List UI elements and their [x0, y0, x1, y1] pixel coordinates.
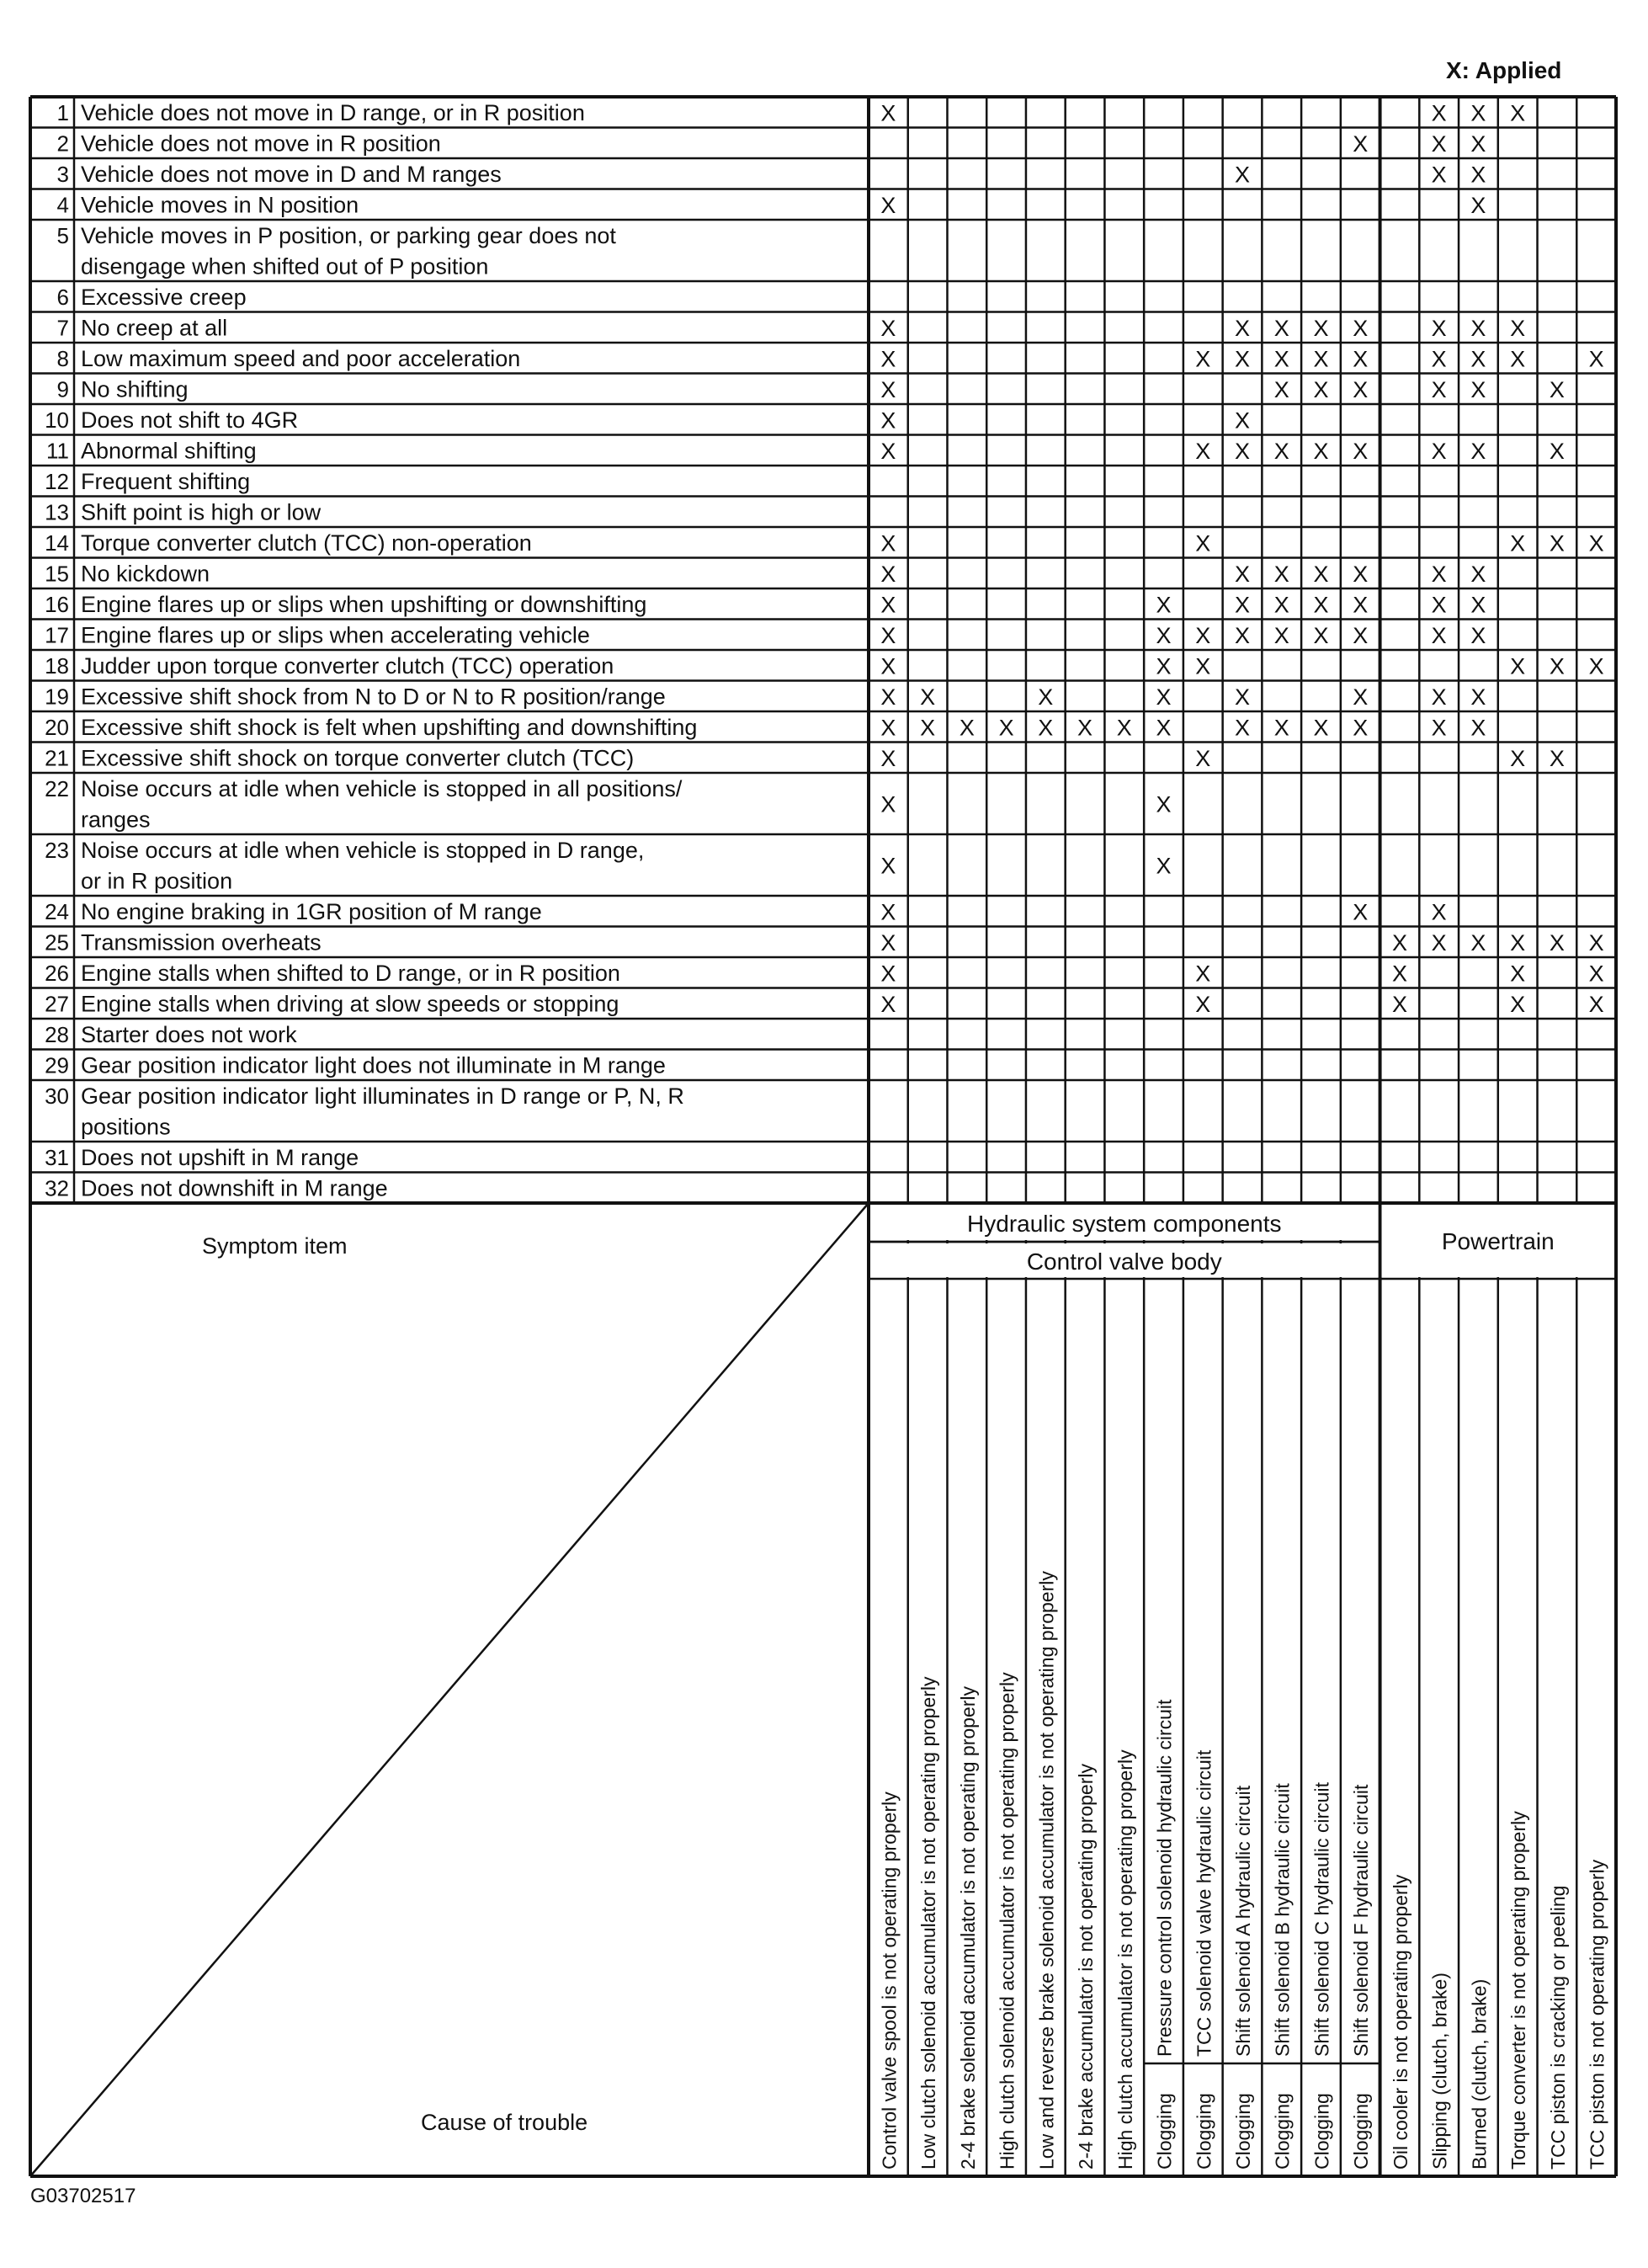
- figure-id: G03702517: [30, 2185, 136, 2207]
- applied-mark: X: [1549, 929, 1565, 956]
- applied-mark: X: [1273, 622, 1289, 648]
- symptom-text: Vehicle does not move in D range, or in R position: [81, 100, 585, 125]
- symptom-text: Excessive shift shock on torque converter clutch (TCC): [81, 745, 635, 771]
- applied-mark: X: [1431, 376, 1447, 402]
- applied-mark: X: [880, 315, 896, 341]
- row-number: 4: [56, 192, 69, 218]
- row-number: 2: [56, 130, 69, 157]
- applied-mark: X: [1549, 530, 1565, 556]
- applied-mark: X: [880, 592, 896, 618]
- applied-mark: X: [1470, 192, 1486, 218]
- cause-label: Shift solenoid F hydraulic circuit: [1350, 1784, 1373, 2057]
- applied-mark: X: [1156, 653, 1172, 679]
- applied-mark: X: [1195, 438, 1211, 464]
- symptom-text: Vehicle moves in P position, or parking gear does not: [81, 223, 616, 248]
- row-number: 29: [45, 1052, 69, 1078]
- applied-mark: X: [1391, 929, 1407, 956]
- row-number: 28: [45, 1022, 69, 1047]
- applied-mark: X: [1549, 745, 1565, 771]
- cause-label: Control valve spool is not operating properly: [878, 1792, 901, 2170]
- symptom-text: Low maximum speed and poor acceleration: [81, 346, 521, 371]
- applied-mark: X: [1353, 684, 1369, 710]
- applied-mark: X: [959, 715, 975, 741]
- row-number: 14: [45, 530, 69, 556]
- row-number: 30: [45, 1083, 69, 1109]
- cause-label: TCC piston is not operating properly: [1586, 1859, 1608, 2170]
- applied-mark: X: [1195, 653, 1211, 679]
- cause-label: Shift solenoid B hydraulic circuit: [1271, 1783, 1294, 2057]
- applied-mark: X: [1313, 315, 1329, 341]
- row-number: 8: [56, 346, 69, 371]
- applied-mark: X: [1431, 315, 1447, 341]
- cause-label: Slipping (clutch, brake): [1428, 1973, 1451, 2170]
- applied-mark: X: [1353, 346, 1369, 372]
- applied-mark: X: [1431, 929, 1447, 956]
- row-number: 12: [45, 469, 69, 494]
- applied-mark: X: [1549, 376, 1565, 402]
- applied-mark: X: [1273, 592, 1289, 618]
- symptom-text: No kickdown: [81, 561, 210, 587]
- symptom-text: Engine flares up or slips when accelerating vehicle: [81, 622, 590, 648]
- applied-mark: X: [1234, 346, 1251, 372]
- row-number: 23: [45, 838, 69, 863]
- applied-mark: X: [1077, 715, 1093, 741]
- symptom-text: No creep at all: [81, 315, 228, 341]
- applied-mark: X: [880, 715, 896, 741]
- applied-mark: X: [1195, 991, 1211, 1017]
- symptom-text: Vehicle moves in N position: [81, 192, 359, 218]
- row-number: 18: [45, 653, 69, 679]
- applied-mark: X: [1470, 130, 1486, 157]
- cause-label: Low clutch solenoid accumulator is not operating properly: [917, 1676, 940, 2170]
- applied-mark: X: [1588, 530, 1604, 556]
- applied-mark: X: [1510, 961, 1526, 987]
- applied-mark: X: [880, 100, 896, 126]
- group-control-valve: Control valve body: [1026, 1248, 1222, 1275]
- cause-label: High clutch accumulator is not operating properly: [1114, 1749, 1136, 2170]
- applied-mark: X: [1470, 438, 1486, 464]
- applied-mark: X: [1431, 162, 1447, 188]
- header-diagonal: [30, 1203, 869, 2176]
- applied-mark: X: [1470, 929, 1486, 956]
- row-number: 31: [45, 1145, 69, 1170]
- cause-label: Burned (clutch, brake): [1468, 1978, 1491, 2170]
- applied-mark: X: [1431, 438, 1447, 464]
- symptom-text: Excessive shift shock is felt when upshifting and downshifting: [81, 715, 698, 740]
- applied-mark: X: [998, 715, 1014, 741]
- cause-label: Pressure control solenoid hydraulic circuit: [1153, 1699, 1176, 2057]
- symptom-header: Symptom item: [202, 1233, 348, 1259]
- applied-mark: X: [1470, 162, 1486, 188]
- applied-mark: X: [1431, 100, 1447, 126]
- applied-mark: X: [1353, 376, 1369, 402]
- applied-mark: X: [1313, 715, 1329, 741]
- row-number: 27: [45, 991, 69, 1017]
- applied-mark: X: [1195, 530, 1211, 556]
- cause-label: High clutch solenoid accumulator is not operating properly: [996, 1672, 1018, 2170]
- symptom-text: Torque converter clutch (TCC) non-operation: [81, 530, 532, 556]
- applied-mark: X: [880, 853, 896, 879]
- applied-mark: X: [1431, 622, 1447, 648]
- applied-mark: X: [1273, 438, 1289, 464]
- applied-mark: X: [1431, 130, 1447, 157]
- applied-mark: X: [1470, 376, 1486, 402]
- symptom-text: Noise occurs at idle when vehicle is stopped in all positions/: [81, 776, 683, 801]
- symptom-text: Transmission overheats: [81, 929, 322, 956]
- applied-mark: X: [1234, 715, 1251, 741]
- applied-mark: X: [880, 653, 896, 679]
- applied-mark: X: [1234, 561, 1251, 587]
- symptom-text: Engine stalls when driving at slow speeds or stopping: [81, 991, 619, 1017]
- applied-mark: X: [1549, 653, 1565, 679]
- applied-mark: X: [1510, 653, 1526, 679]
- applied-mark: X: [1470, 315, 1486, 341]
- applied-mark: X: [1038, 715, 1054, 741]
- applied-legend: X: Applied: [1446, 57, 1562, 83]
- applied-mark: X: [880, 407, 896, 434]
- applied-mark: X: [1273, 346, 1289, 372]
- row-number: 32: [45, 1175, 69, 1201]
- applied-mark: X: [1116, 715, 1132, 741]
- applied-mark: X: [1313, 622, 1329, 648]
- row-number: 24: [45, 899, 69, 924]
- applied-mark: X: [1313, 438, 1329, 464]
- symptom-text: Shift point is high or low: [81, 499, 322, 525]
- applied-mark: X: [1588, 991, 1604, 1017]
- symptom-text: Starter does not work: [81, 1022, 297, 1047]
- applied-mark: X: [1510, 346, 1526, 372]
- applied-mark: X: [1510, 530, 1526, 556]
- applied-mark: X: [880, 622, 896, 648]
- row-number: 22: [45, 776, 69, 801]
- symptom-text: Engine stalls when shifted to D range, or in R position: [81, 961, 620, 986]
- applied-mark: X: [880, 684, 896, 710]
- symptom-text: Noise occurs at idle when vehicle is stopped in D range,: [81, 838, 645, 863]
- cause-label: Shift solenoid A hydraulic circuit: [1232, 1785, 1254, 2057]
- cause-label: Oil cooler is not operating properly: [1389, 1874, 1411, 2170]
- row-number: 3: [56, 162, 69, 187]
- applied-mark: X: [1549, 438, 1565, 464]
- applied-mark: X: [1353, 899, 1369, 925]
- applied-mark: X: [1234, 684, 1251, 710]
- symptom-text: Engine flares up or slips when upshifting or downshifting: [81, 592, 647, 617]
- applied-mark: X: [1588, 653, 1604, 679]
- cause-label: Shift solenoid C hydraulic circuit: [1310, 1782, 1333, 2057]
- applied-mark: X: [1510, 745, 1526, 771]
- symptom-text: Vehicle does not move in D and M ranges: [81, 162, 502, 187]
- applied-mark: X: [1353, 715, 1369, 741]
- applied-mark: X: [880, 438, 896, 464]
- cause-sub-label: Clogging: [1193, 2093, 1215, 2170]
- applied-mark: X: [1156, 715, 1172, 741]
- applied-mark: X: [1273, 315, 1289, 341]
- applied-mark: X: [1234, 438, 1251, 464]
- applied-mark: X: [1353, 592, 1369, 618]
- row-number: 6: [56, 285, 69, 310]
- cause-sub-label: Clogging: [1232, 2093, 1254, 2170]
- applied-mark: X: [1234, 315, 1251, 341]
- symptom-text: Judder upon torque converter clutch (TCC) operation: [81, 653, 614, 679]
- applied-mark: X: [1234, 162, 1251, 188]
- applied-mark: X: [1431, 346, 1447, 372]
- symptom-text: Frequent shifting: [81, 469, 251, 494]
- symptom-text: disengage when shifted out of P position: [81, 253, 489, 280]
- applied-mark: X: [880, 899, 896, 925]
- applied-mark: X: [1510, 315, 1526, 341]
- applied-mark: X: [1038, 684, 1054, 710]
- applied-mark: X: [1195, 745, 1211, 771]
- cause-label: 2-4 brake solenoid accumulator is not operating properly: [956, 1685, 979, 2170]
- applied-mark: X: [1195, 622, 1211, 648]
- applied-mark: X: [1353, 315, 1369, 341]
- symptom-text: Abnormal shifting: [81, 438, 257, 464]
- applied-mark: X: [1156, 622, 1172, 648]
- applied-mark: X: [1313, 376, 1329, 402]
- cause-sub-label: Clogging: [1271, 2093, 1294, 2170]
- applied-mark: X: [1353, 130, 1369, 157]
- applied-mark: X: [1510, 100, 1526, 126]
- applied-mark: X: [1391, 961, 1407, 987]
- cause-label: 2-4 brake accumulator is not operating properly: [1075, 1764, 1098, 2170]
- applied-mark: X: [880, 530, 896, 556]
- applied-mark: X: [1470, 684, 1486, 710]
- row-number: 16: [45, 592, 69, 617]
- applied-mark: X: [1156, 684, 1172, 710]
- applied-mark: X: [1234, 407, 1251, 434]
- symptom-text: Excessive shift shock from N to D or N to R position/range: [81, 684, 666, 710]
- row-number: 26: [45, 961, 69, 986]
- row-number: 13: [45, 499, 69, 525]
- applied-mark: X: [1156, 791, 1172, 817]
- row-number: 5: [56, 223, 69, 248]
- applied-mark: X: [1313, 592, 1329, 618]
- applied-mark: X: [1353, 561, 1369, 587]
- applied-mark: X: [1431, 561, 1447, 587]
- applied-mark: X: [1273, 561, 1289, 587]
- row-number: 25: [45, 929, 69, 956]
- cause-label: Low and reverse brake solenoid accumulator is not operating properly: [1035, 1571, 1058, 2170]
- applied-mark: X: [1273, 376, 1289, 402]
- applied-mark: X: [1156, 853, 1172, 879]
- applied-mark: X: [1156, 592, 1172, 618]
- applied-mark: X: [1391, 991, 1407, 1017]
- cause-label: TCC piston is cracking or peeling: [1546, 1885, 1569, 2170]
- applied-mark: X: [1510, 929, 1526, 956]
- row-number: 11: [46, 438, 69, 464]
- applied-mark: X: [1470, 100, 1486, 126]
- applied-mark: X: [1431, 899, 1447, 925]
- symptom-text: Does not downshift in M range: [81, 1175, 388, 1201]
- applied-mark: X: [880, 346, 896, 372]
- applied-mark: X: [880, 561, 896, 587]
- row-number: 9: [56, 376, 69, 402]
- row-number: 10: [45, 407, 69, 433]
- row-number: 15: [45, 561, 69, 587]
- applied-mark: X: [880, 376, 896, 402]
- applied-mark: X: [1470, 561, 1486, 587]
- cause-label: TCC solenoid valve hydraulic circuit: [1193, 1749, 1215, 2057]
- applied-mark: X: [1234, 622, 1251, 648]
- applied-mark: X: [1588, 929, 1604, 956]
- row-number: 17: [45, 622, 69, 648]
- applied-mark: X: [880, 745, 896, 771]
- applied-mark: X: [1510, 991, 1526, 1017]
- applied-mark: X: [880, 961, 896, 987]
- cause-sub-label: Clogging: [1153, 2093, 1176, 2170]
- applied-mark: X: [1431, 592, 1447, 618]
- applied-mark: X: [1470, 622, 1486, 648]
- group-hydraulic: Hydraulic system components: [967, 1211, 1282, 1237]
- cause-header: Cause of trouble: [421, 2110, 588, 2135]
- applied-mark: X: [1195, 961, 1211, 987]
- symptom-text: Vehicle does not move in R position: [81, 130, 441, 157]
- symptom-text: Gear position indicator light illuminates in D range or P, N, R: [81, 1083, 684, 1109]
- row-number: 21: [45, 745, 69, 771]
- symptom-text: Gear position indicator light does not illuminate in M range: [81, 1052, 666, 1078]
- row-number: 1: [56, 100, 69, 125]
- group-powertrain: Powertrain: [1441, 1228, 1555, 1254]
- symptom-text: positions: [81, 1114, 171, 1140]
- symptom-text: No engine braking in 1GR position of M range: [81, 899, 542, 924]
- applied-mark: X: [1470, 592, 1486, 618]
- cause-sub-label: Clogging: [1350, 2093, 1373, 2170]
- row-number: 19: [45, 684, 69, 710]
- applied-mark: X: [1588, 961, 1604, 987]
- applied-mark: X: [880, 791, 896, 817]
- applied-mark: X: [1470, 715, 1486, 741]
- applied-mark: X: [1313, 561, 1329, 587]
- symptom-text: Does not upshift in M range: [81, 1145, 359, 1170]
- applied-mark: X: [1431, 684, 1447, 710]
- applied-mark: X: [1353, 438, 1369, 464]
- applied-mark: X: [880, 929, 896, 956]
- symptom-text: ranges: [81, 807, 151, 833]
- applied-mark: X: [880, 192, 896, 218]
- symptom-text: or in R position: [81, 868, 233, 894]
- applied-mark: X: [1234, 592, 1251, 618]
- symptom-text: No shifting: [81, 376, 189, 402]
- applied-mark: X: [1273, 715, 1289, 741]
- cause-sub-label: Clogging: [1310, 2093, 1333, 2170]
- applied-mark: X: [1195, 346, 1211, 372]
- applied-mark: X: [920, 684, 936, 710]
- applied-mark: X: [1313, 346, 1329, 372]
- cause-label: Torque converter is not operating properly: [1507, 1811, 1530, 2170]
- applied-mark: X: [920, 715, 936, 741]
- symptom-text: Excessive creep: [81, 285, 247, 310]
- row-number: 20: [45, 715, 69, 740]
- applied-mark: X: [1431, 715, 1447, 741]
- symptom-text: Does not shift to 4GR: [81, 407, 299, 433]
- row-number: 7: [56, 315, 69, 341]
- applied-mark: X: [880, 991, 896, 1017]
- applied-mark: X: [1588, 346, 1604, 372]
- applied-mark: X: [1470, 346, 1486, 372]
- applied-mark: X: [1353, 622, 1369, 648]
